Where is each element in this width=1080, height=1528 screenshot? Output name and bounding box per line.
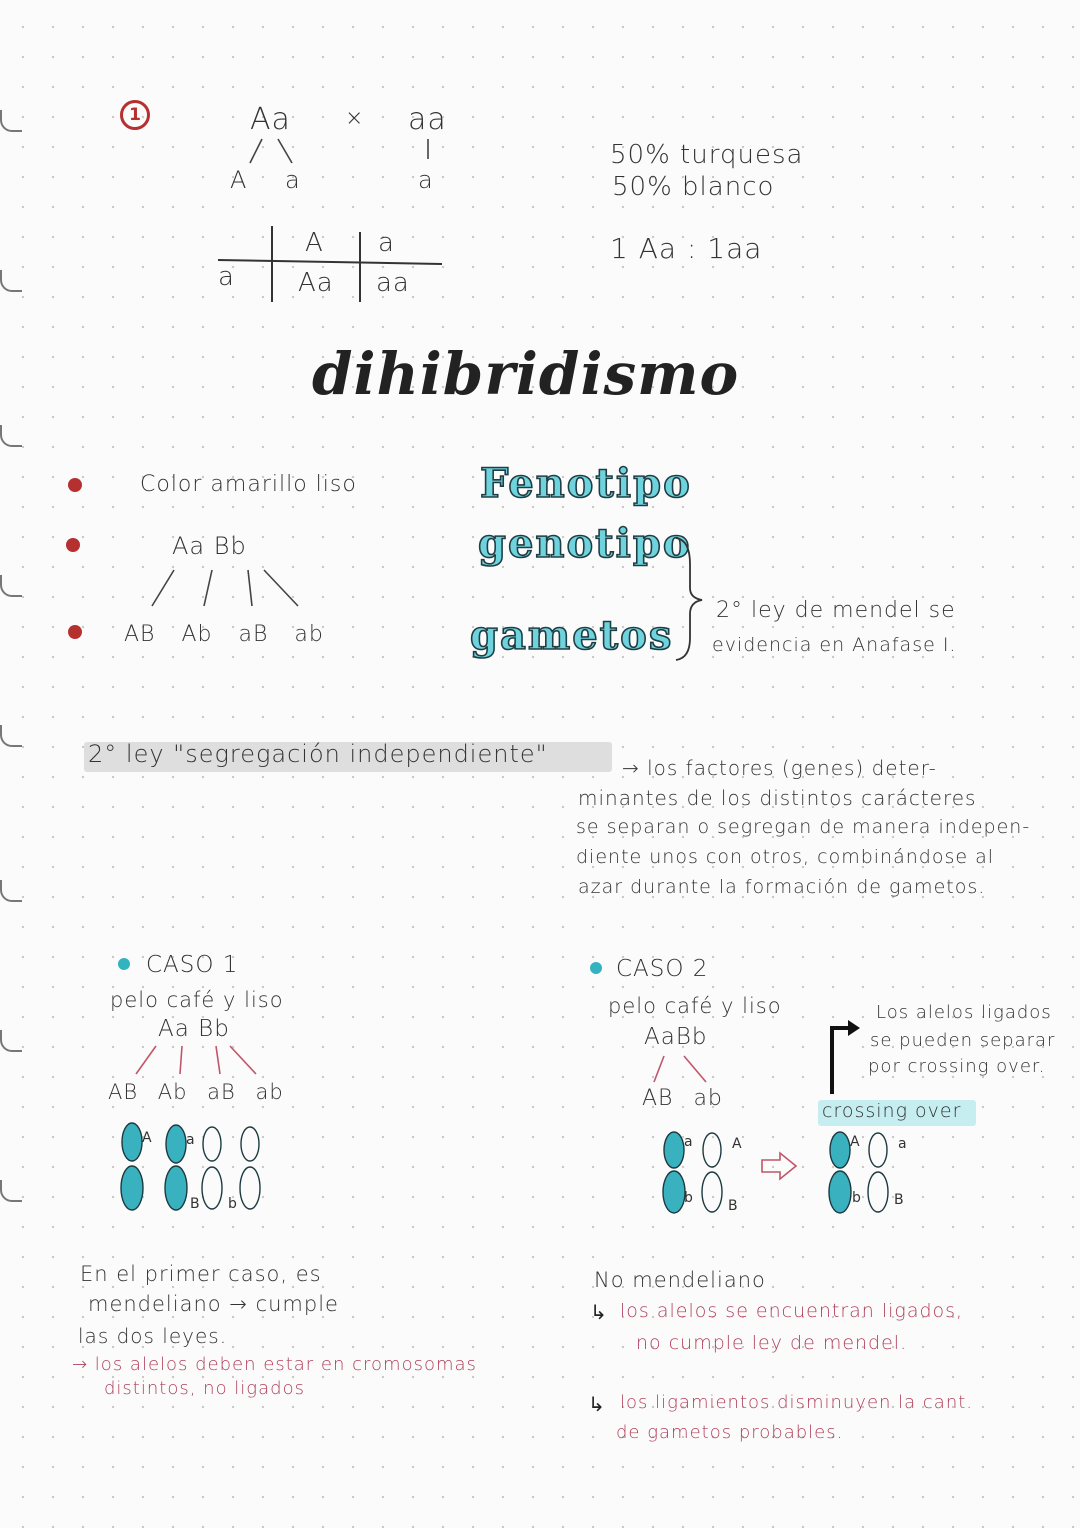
case2-title: CASO 2 — [616, 956, 709, 982]
crossed-label-b: b — [852, 1190, 861, 1206]
binder-ring — [0, 880, 22, 902]
chromo-label-B: B — [190, 1196, 200, 1212]
chromo-label-B: B — [728, 1198, 738, 1214]
binder-ring — [0, 575, 22, 597]
label-gametos: gametos — [470, 612, 674, 659]
case1-title: CASO 1 — [146, 952, 239, 978]
genotype-ratio: 1 Aa : 1aa — [610, 232, 763, 265]
binder-ring — [0, 270, 22, 292]
law-text-line2: minantes de los distintos carácteres — [578, 786, 977, 810]
punnett-row-a: a — [218, 262, 235, 292]
chromo-label-a: a — [186, 1132, 195, 1148]
crossed-chromosomes — [822, 1126, 922, 1218]
case1-note-line2: mendeliano → cumple — [88, 1292, 339, 1316]
cross-symbol: × — [345, 106, 365, 131]
gamete-A: A — [230, 166, 248, 194]
case1-note-line1: En el primer caso, es — [80, 1262, 322, 1286]
result-blanco: 50% blanco — [612, 172, 775, 202]
case1-branch-lines — [120, 1044, 270, 1080]
case2-note-line4: los ligamientos disminuyen la cant. — [620, 1392, 974, 1413]
binder-ring — [0, 1030, 22, 1052]
parent1-genotype: Aa — [250, 102, 291, 137]
case1-genotype: Aa Bb — [158, 1016, 230, 1042]
case1-note-line3: las dos leyes. — [78, 1324, 228, 1348]
punnett-col-A: A — [305, 228, 324, 258]
law-text-line3: se separan o segregan de manera indepen- — [576, 816, 1031, 838]
chromo-label-a: a — [684, 1134, 693, 1150]
case2-note-line3: no cumple ley de mendel. — [636, 1332, 908, 1354]
case2-gametes: AB ab — [642, 1086, 723, 1111]
case2-genotype: AaBb — [644, 1024, 708, 1050]
page-title: dihibridismo — [312, 340, 740, 408]
bullet-red — [68, 625, 82, 639]
case2-note-line1: No mendeliano — [594, 1268, 766, 1292]
gamete-branch-lines — [220, 135, 450, 185]
case2-trait: pelo café y liso — [608, 994, 782, 1018]
punnett-col-a: a — [378, 228, 395, 258]
section-number-circle: 1 — [120, 100, 150, 130]
crossing-note-line1: Los alelos ligados — [876, 1002, 1052, 1023]
chromo-label-b: b — [684, 1190, 693, 1206]
binder-ring — [0, 425, 22, 447]
case2-note-line2: los alelos se encuentran ligados, — [620, 1300, 964, 1322]
brace-note-line2: evidencia en Anafase I. — [712, 634, 957, 656]
return-arrow-icon: ↳ — [588, 1392, 605, 1416]
gametes-example: AB Ab aB ab — [124, 622, 324, 647]
law-name: 2° ley "segregación independiente" — [88, 740, 548, 768]
case1-note-line5: distintos, no ligados — [104, 1378, 305, 1399]
chromo-label-A: A — [142, 1130, 152, 1146]
case1-chromosomes — [110, 1118, 280, 1218]
transform-arrow-icon — [760, 1150, 800, 1182]
curly-brace — [672, 534, 708, 664]
genotype-example: Aa Bb — [172, 532, 247, 560]
label-genotipo: genotipo — [478, 520, 692, 567]
chromo-label-b: b — [228, 1196, 237, 1212]
punnett-cell-Aa: Aa — [298, 268, 334, 298]
return-arrow-icon: ↳ — [590, 1300, 607, 1324]
chromo-label-A: A — [732, 1136, 742, 1152]
crossed-label-a: a — [898, 1136, 907, 1152]
bullet-teal — [118, 958, 130, 970]
binder-ring — [0, 725, 22, 747]
crossing-note-line3: por crossing over. — [868, 1056, 1046, 1077]
binder-ring — [0, 1180, 22, 1202]
gamete-a-parent2: a — [418, 166, 434, 194]
law-text-line1: → los factores (genes) deter- — [622, 756, 937, 780]
crossed-label-B: B — [894, 1192, 904, 1208]
phenotype-example: Color amarillo liso — [140, 472, 357, 497]
crossed-label-A: A — [850, 1134, 860, 1150]
case1-trait: pelo café y liso — [110, 988, 284, 1012]
result-turquesa: 50% turquesa — [610, 140, 804, 170]
bullet-teal — [590, 962, 602, 974]
gamete-a: a — [285, 166, 301, 194]
parent2-genotype: aa — [408, 102, 447, 137]
case2-chromosomes — [656, 1126, 756, 1218]
law-text-line4: diente unos con otros, combinándose al — [576, 846, 994, 868]
crossing-note-line2: se pueden separar — [870, 1030, 1056, 1051]
binder-ring — [0, 110, 22, 132]
law-text-line5: azar durante la formación de gametos. — [578, 876, 986, 898]
brace-note-line1: 2° ley de mendel se — [716, 598, 956, 623]
punnett-cell-aa: aa — [376, 268, 410, 298]
case1-note-line4: → los alelos deben estar en cromosomas — [72, 1354, 477, 1375]
case1-gametes: AB Ab aB ab — [108, 1080, 284, 1104]
label-fenotipo: Fenotipo — [480, 460, 692, 507]
case2-note-line5: de gametos probables. — [616, 1422, 844, 1443]
dihybrid-branch-lines — [140, 566, 310, 612]
case2-branch-lines — [640, 1054, 720, 1088]
bullet-red — [66, 538, 80, 552]
crossing-over-label: crossing over — [822, 1100, 962, 1122]
up-arrow-icon — [822, 1018, 864, 1098]
bullet-red — [68, 478, 82, 492]
